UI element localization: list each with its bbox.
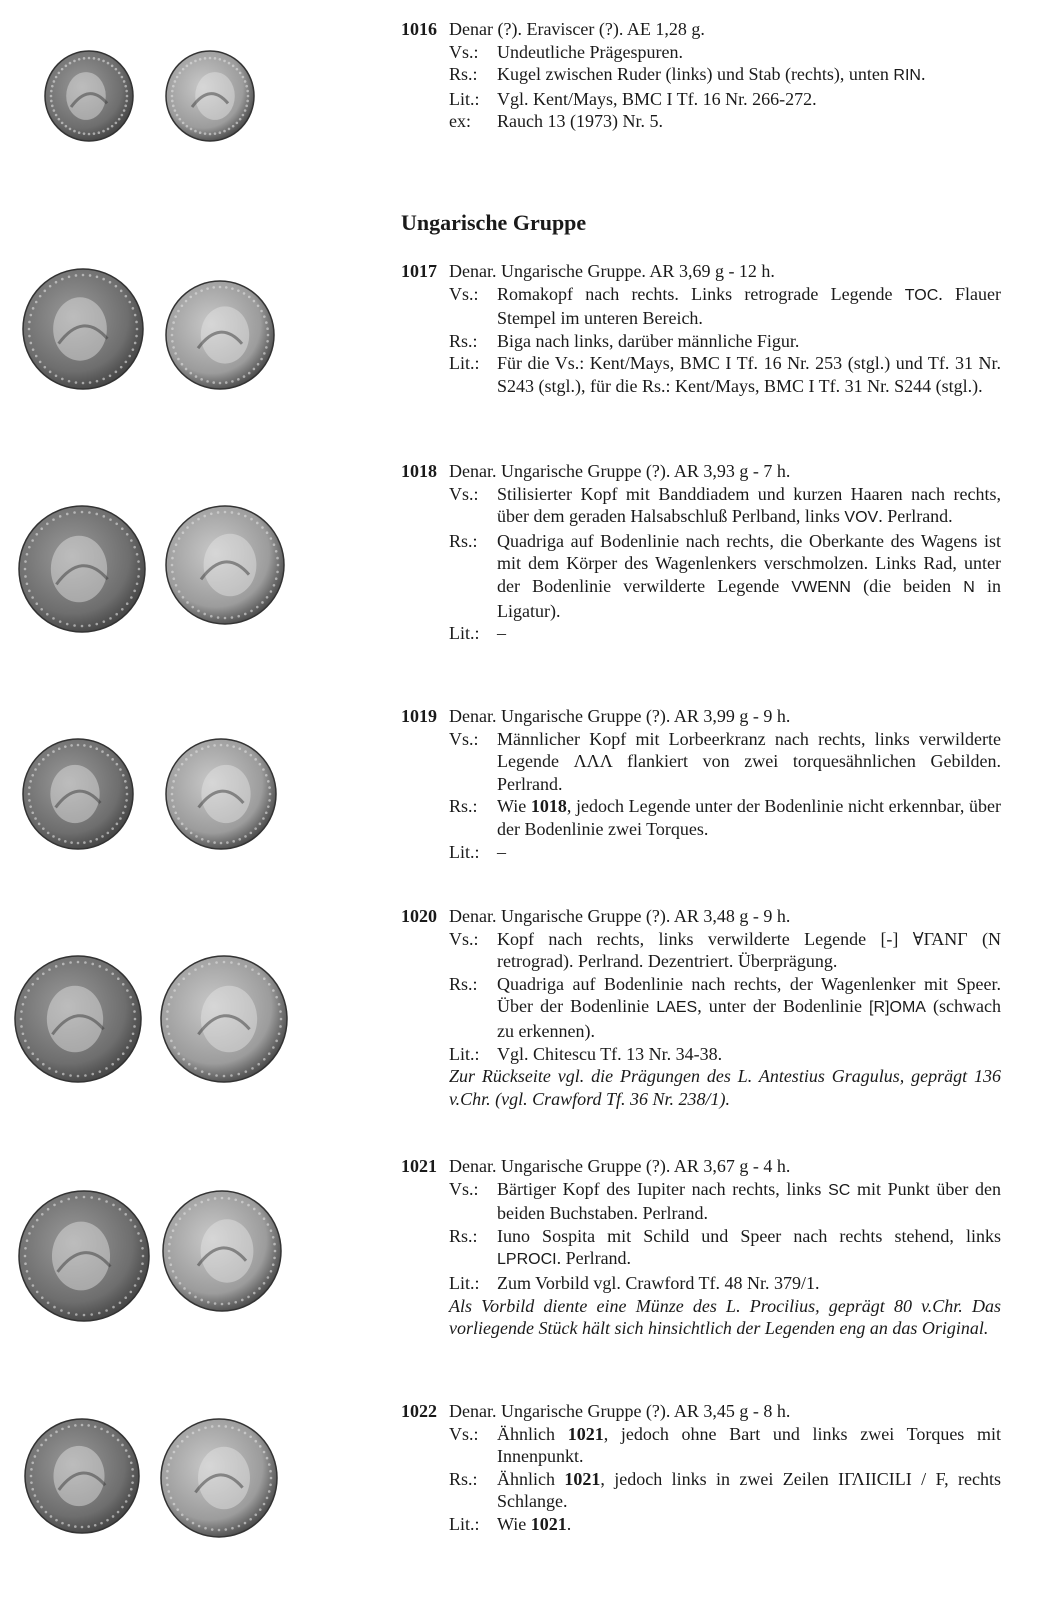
coin-legend: LAES — [656, 999, 698, 1017]
text-run: , jedoch Legende unter der Bodenlinie nicht erkennbar, über der Bodenlinie zwei Torques. — [497, 796, 1001, 839]
entry-field — [401, 973, 1001, 1043]
text-run: , jedoch links in zwei Zeilen ΙΓΛΙΙCΙLΙ / F, rechts Schlange. — [497, 1468, 1001, 1512]
section-title: Ungarische Gruppe — [401, 210, 587, 235]
text-run: . Perlrand. — [556, 1248, 632, 1269]
entry-header — [401, 1155, 1001, 1178]
entry-header — [401, 705, 1001, 728]
entry-field — [401, 110, 1001, 133]
entry-field — [401, 1178, 1001, 1225]
coin-1020-reverse — [160, 955, 288, 1089]
entry-field — [401, 622, 1001, 645]
coin-legend: [R]OMA — [869, 999, 926, 1017]
field-value — [497, 88, 1001, 111]
entry-header — [401, 460, 1001, 483]
entry-header — [401, 260, 1001, 283]
field-value — [497, 1043, 1001, 1066]
text-run: Bärtiger Kopf des Iupiter nach rechts, links — [497, 1178, 829, 1199]
field-value — [497, 1225, 1001, 1272]
field-value — [497, 928, 1001, 973]
coin-legend: TOC — [904, 286, 939, 304]
field-value — [497, 1272, 1001, 1295]
cross-reference: 1021 — [567, 1423, 604, 1444]
field-value — [497, 530, 1001, 622]
text-run: Biga nach links, darüber männliche Figur. — [497, 330, 800, 351]
field-value — [497, 330, 1001, 353]
field-label: ex: — [449, 111, 471, 132]
cross-reference: 1018 — [530, 796, 567, 817]
entry-field — [401, 330, 1001, 353]
field-label: Vs.: — [449, 928, 479, 949]
text-run: Ähnlich — [497, 1468, 565, 1489]
coin-legend: VOV — [844, 509, 879, 527]
coin-1018-reverse — [165, 505, 285, 631]
text-run: mit Punkt über den beiden Buchstaben. Perlrand. — [497, 1178, 1001, 1224]
coin-legend: LPROCI — [497, 1251, 557, 1269]
field-label: Lit.: — [449, 841, 480, 862]
field-value — [497, 63, 1001, 88]
field-label: Lit.: — [449, 623, 480, 644]
text-run: Vgl. Chitescu Tf. 13 Nr. 34-38. — [497, 1043, 723, 1064]
text-run: Rauch 13 (1973) Nr. 5. — [497, 111, 663, 132]
field-value — [497, 110, 1001, 133]
field-label: Vs.: — [449, 283, 479, 304]
entry-header — [401, 905, 1001, 928]
coin-1022-reverse — [160, 1418, 278, 1544]
field-value — [497, 622, 1001, 645]
text-run: Kugel zwischen Ruder (links) und Stab (rechts), unten — [497, 64, 894, 85]
field-label: Rs.: — [449, 530, 478, 551]
field-value — [497, 795, 1001, 840]
catalogue-entry — [401, 1155, 1001, 1340]
text-run: Wie — [497, 796, 531, 817]
coin-1022-obverse — [24, 1418, 140, 1540]
entry-field — [401, 1272, 1001, 1295]
text-run: Männlicher Kopf mit Lorbeerkranz nach rechts, links verwilderte Legende ΛΛΛ flankiert von zwei torquesähnlichen Gebilden. Perlrand. — [497, 728, 1001, 794]
text-run: Für die Vs.: Kent/Mays, BMC I Tf. 16 Nr. 253 (stgl.) und Tf. 31 Nr. S243 (stgl.), für die Rs.: Kent/Mays, BMC I Tf. 31 Nr. S244 (stgl.). — [497, 353, 1001, 396]
text-run: . Perlrand. — [878, 506, 953, 527]
field-label: Vs.: — [449, 728, 479, 749]
field-value — [497, 483, 1001, 530]
field-value — [497, 1423, 1001, 1468]
field-label: Rs.: — [449, 64, 478, 85]
entry-field — [401, 1423, 1001, 1468]
entry-field — [401, 63, 1001, 88]
text-run: Undeutliche Prägespuren. — [497, 41, 683, 62]
catalogue-entry — [401, 905, 1001, 1110]
field-label: Lit.: — [449, 353, 480, 374]
entry-description: Denar. Ungarische Gruppe (?). AR 3,99 g - 9 h. — [449, 706, 791, 726]
entry-field — [401, 352, 1001, 397]
entry-field — [401, 530, 1001, 622]
text-run: in Ligatur). — [497, 575, 1001, 621]
entry-header — [401, 18, 1001, 41]
entry-description: Denar. Ungarische Gruppe (?). AR 3,48 g - 9 h. — [449, 906, 791, 926]
field-label: Lit.: — [449, 88, 480, 109]
entry-field — [401, 88, 1001, 111]
coin-1019-obverse — [22, 738, 134, 856]
field-label: Vs.: — [449, 483, 479, 504]
entry-header — [401, 1400, 1001, 1423]
field-value — [497, 352, 1001, 397]
text-run: – — [497, 841, 506, 862]
text-run: , unter der Bodenlinie — [697, 996, 870, 1017]
field-label: Rs.: — [449, 973, 478, 994]
coin-1017-obverse — [22, 268, 144, 396]
coin-legend: VWENN — [791, 578, 851, 596]
entry-field — [401, 1043, 1001, 1066]
coin-1016-obverse — [44, 50, 134, 148]
text-run: Zum Vorbild vgl. Crawford Tf. 48 Nr. 379/1. — [497, 1272, 820, 1293]
catalogue-entry — [401, 1400, 1001, 1536]
text-run: Ähnlich — [497, 1423, 568, 1444]
entry-field — [401, 41, 1001, 64]
field-label: Vs.: — [449, 1423, 479, 1444]
coin-legend: RIN — [893, 67, 921, 85]
text-run: Romakopf nach rechts. Links retrograde Legende — [497, 283, 905, 304]
field-value — [497, 283, 1001, 330]
entry-description: Denar. Ungarische Gruppe (?). AR 3,67 g - 4 h. — [449, 1156, 791, 1176]
catalogue-entry — [401, 460, 1001, 645]
entry-field — [401, 283, 1001, 330]
entry-number: 1021 — [401, 1156, 437, 1176]
text-run: . — [920, 64, 926, 85]
text-run: . Flauer Stempel im unteren Bereich. — [497, 283, 1002, 329]
entry-number: 1016 — [401, 19, 437, 39]
entry-field — [401, 795, 1001, 840]
entry-field — [401, 1513, 1001, 1536]
text-run: – — [497, 623, 506, 644]
field-label: Lit.: — [449, 1272, 480, 1293]
entry-field — [401, 841, 1001, 864]
entry-description: Denar (?). Eraviscer (?). AE 1,28 g. — [449, 19, 705, 39]
catalogue-entry — [401, 705, 1001, 863]
field-value — [497, 841, 1001, 864]
field-value — [497, 1468, 1001, 1513]
field-value — [497, 1513, 1001, 1536]
field-label: Rs.: — [449, 1225, 478, 1246]
field-label: Lit.: — [449, 1043, 480, 1064]
field-value — [497, 728, 1001, 796]
text-run: Wie — [497, 1513, 531, 1534]
text-run: (schwach zu erkennen). — [497, 996, 1002, 1041]
entry-description: Denar. Ungarische Gruppe (?). AR 3,45 g - 8 h. — [449, 1401, 791, 1421]
coin-1021-reverse — [162, 1190, 282, 1318]
field-value — [497, 41, 1001, 64]
field-value — [497, 1178, 1001, 1225]
text-run: , jedoch ohne Bart und links zwei Torques mit Innenpunkt. — [497, 1423, 1001, 1467]
entry-number: 1018 — [401, 461, 437, 481]
coin-legend: N — [963, 578, 975, 596]
text-run: Vgl. Kent/Mays, BMC I Tf. 16 Nr. 266-272. — [497, 88, 817, 109]
coin-1019-reverse — [165, 738, 277, 856]
coin-1020-obverse — [14, 955, 142, 1089]
text-run: . — [566, 1513, 572, 1534]
text-run: Stilisierter Kopf mit Banddiadem und kurzen Haaren nach rechts, über dem geraden Halsabschluß Perlband, links — [497, 483, 1001, 527]
text-run: (die beiden — [850, 575, 964, 596]
entry-description: Denar. Ungarische Gruppe (?). AR 3,93 g - 7 h. — [449, 461, 791, 481]
entry-number: 1020 — [401, 906, 437, 926]
cross-reference: 1021 — [530, 1513, 567, 1534]
text-run: Kopf nach rechts, links verwilderte Legende [-] ∀ΓΑΝΓ (N retrograd). Perlrand. Dezentriert. Überprägung. — [497, 928, 1001, 972]
entry-note: Als Vorbild diente eine Münze des L. Procilius, geprägt 80 v.Chr. Das vorliegende Stück hält sich hinsichtlich der Legenden eng an das Original. — [449, 1295, 1001, 1339]
catalogue-entry — [401, 260, 1001, 398]
coin-1017-reverse — [165, 280, 275, 396]
text-run: Iuno Sospita mit Schild und Speer nach rechts stehend, links — [497, 1225, 1001, 1246]
field-label: Rs.: — [449, 1468, 478, 1489]
field-label: Lit.: — [449, 1513, 480, 1534]
entry-number: 1022 — [401, 1401, 437, 1421]
coin-1018-obverse — [18, 505, 146, 639]
entry-description: Denar. Ungarische Gruppe. AR 3,69 g - 12 h. — [449, 261, 775, 281]
entry-field — [401, 483, 1001, 530]
entry-field — [401, 1468, 1001, 1513]
entry-note: Zur Rückseite vgl. die Prägungen des L. Antestius Gragulus, geprägt 136 v.Chr. (vgl. Crawford Tf. 36 Nr. 238/1). — [449, 1066, 1001, 1109]
text-run: Quadriga auf Bodenlinie nach rechts, der Wagenlenker mit Speer. Über der Bodenlinie — [497, 973, 1001, 1017]
field-label: Rs.: — [449, 330, 478, 351]
entry-number: 1019 — [401, 706, 437, 726]
entry-number: 1017 — [401, 261, 437, 281]
coin-1016-reverse — [165, 50, 255, 148]
entry-field — [401, 728, 1001, 796]
field-label: Vs.: — [449, 41, 479, 62]
coin-legend: SC — [828, 1181, 851, 1199]
coin-1021-obverse — [18, 1190, 150, 1328]
cross-reference: 1021 — [564, 1468, 601, 1489]
catalogue-entry — [401, 18, 1001, 133]
text-run: Quadriga auf Bodenlinie nach rechts, die Oberkante des Wagens ist mit dem Körper des Wagenlenkers verschmolzen. Links Rad, unter der Bodenlinie verwilderte Legende — [497, 530, 1001, 596]
field-label: Rs.: — [449, 796, 478, 817]
entry-field — [401, 928, 1001, 973]
field-value — [497, 973, 1001, 1043]
entry-field — [401, 1225, 1001, 1272]
field-label: Vs.: — [449, 1178, 479, 1199]
